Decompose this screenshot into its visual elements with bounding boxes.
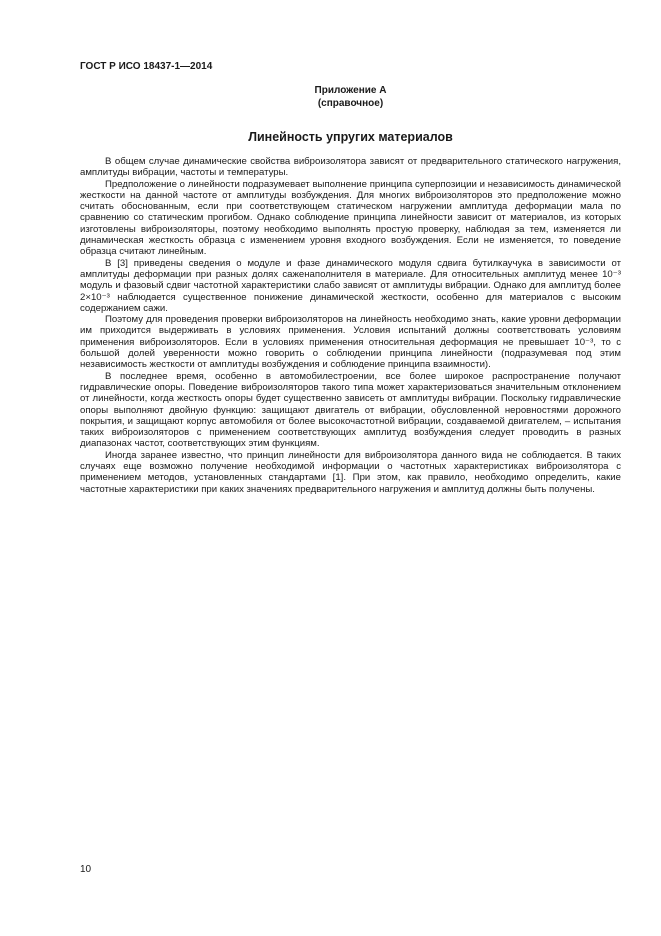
page-number: 10 bbox=[80, 864, 92, 875]
standard-header: ГОСТ Р ИСО 18437-1—2014 bbox=[80, 61, 213, 72]
paragraph: В общем случае динамические свойства виброизолятора зависят от предварительного статического нагружения, амплитуды вибрации, частоты и температуры. bbox=[80, 156, 621, 179]
paragraph: Предположение о линейности подразумевает выполнение принципа суперпозиции и независимость динамической жесткости на данной частоте от амплитуды возбуждения. Для многих виброизоляторов это предположение можно считать обоснованным, если при соответствующем статическом нагружении амплитуда деформации мала по сравнению со статическим прогибом. Однако соблюдение принципа линейности зависит от материалов, из которых изготовлены виброизоляторы, поэтому необходимо выполнять простую проверку, наблюдая за тем, изменяется ли динамическая жесткость образца с изменением уровня входного возбуждения. Если не изменяется, то поведение образца считают линейным. bbox=[80, 178, 621, 258]
annex-type: (справочное) bbox=[317, 98, 384, 109]
paragraph: Поэтому для проведения проверки виброизоляторов на линейность необходимо знать, какие уровни деформации им приходится выдерживать в условиях применения. Условия испытаний должны соответствовать условиям применения виброизоляторов. Если в условиях применения относительная деформация не превышает 10⁻³, то с большой долей уверенности можно говорить о соблюдении принципа линейности (подразумевая под этим независимость жесткости от амплитуды возбуждения и соблюдение принципа взаимности). bbox=[80, 314, 621, 371]
paragraph: Иногда заранее известно, что принцип линейности для виброизолятора данного вида не соблюдается. В таких случаях еще возможно получение необходимой информации о частотных характеристиках виброизолятора с применением методов, установленных стандартами [1]. При этом, как правило, необходимо определить, какие частотные характеристики при каких значениях предварительного нагружения и амплитуд должны быть получены. bbox=[80, 449, 621, 495]
paragraph: В последнее время, особенно в автомобилестроении, все более широкое распространение получают гидравлические опоры. Поведение виброизоляторов такого типа может характеризоваться значительным отклонением от линейности, когда жесткость опоры будет существенно зависеть от амплитуды вибрации. Поскольку гидравлические опоры выполняют двойную функцию: защищают двигатель от вибрации, обусловленной неровностями дорожного покрытия, и защищают корпус автомобиля от более высокочастотной вибрации, создаваемой двигателем, – испытания таких виброизоляторов с применением соответствующих амплитуд возбуждения следует проводить в разных диапазонах частот, соответствующих этим функциям. bbox=[80, 370, 621, 450]
body-text bbox=[80, 156, 621, 495]
paragraph: В [3] приведены сведения о модуле и фазе динамического модуля сдвига бутилкаучука в зависимости от амплитуды деформации при разных долях саженаполнителя в материале. Для относительных амплитуд менее 10⁻³ модуль и фазовый сдвиг частотной характеристики слабо зависят от амплитуды вибрации. Однако для амплитуд более 2×10⁻³ наблюдается существенное понижение динамической жесткости, особенно для материалов с высоким содержанием сажи. bbox=[80, 257, 621, 314]
annex-label: Приложение А bbox=[314, 85, 387, 96]
annex-heading bbox=[80, 84, 621, 110]
section-title: Линейность упругих материалов bbox=[248, 130, 453, 144]
